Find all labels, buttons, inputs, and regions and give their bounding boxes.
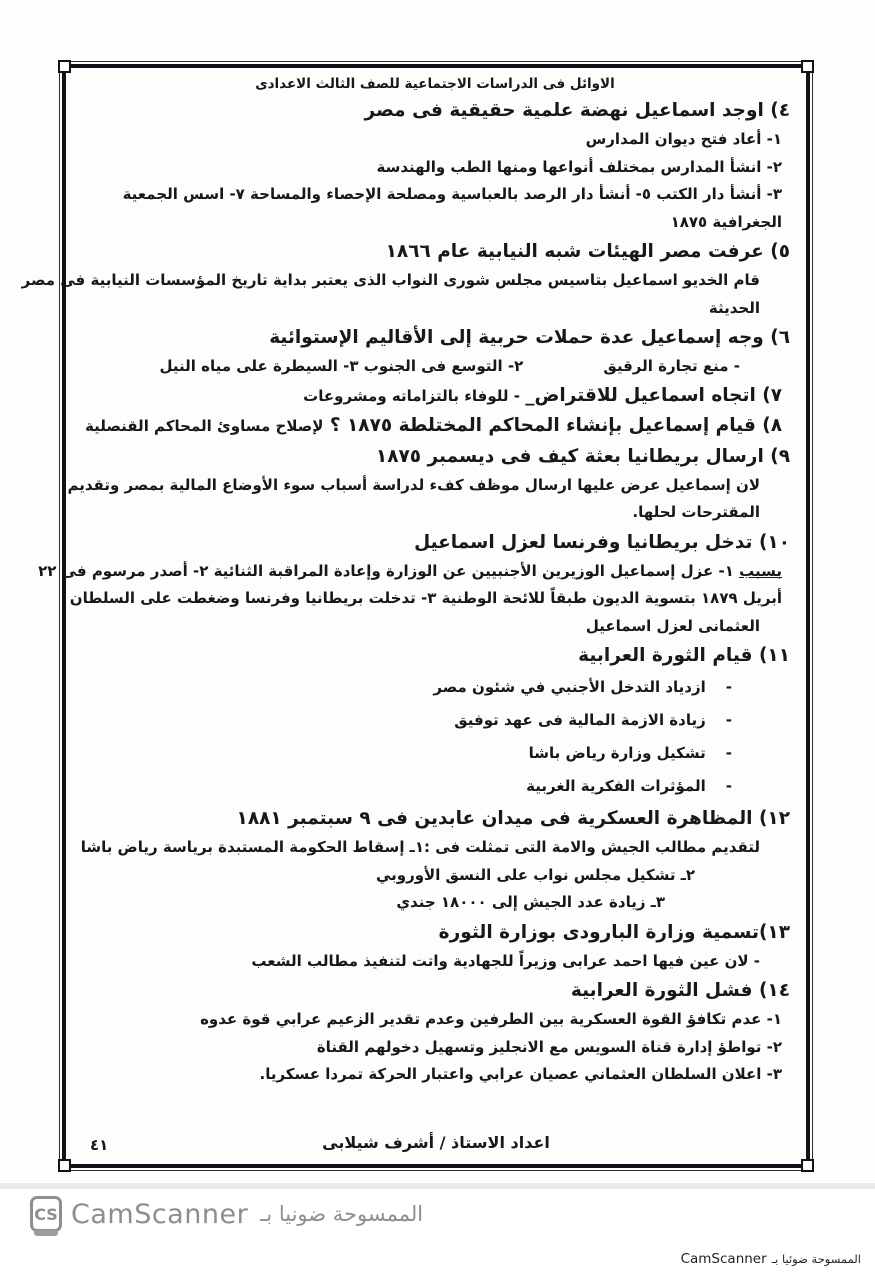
text-span: ٢- انشأ المدارس بمختلف أنواعها ومنها الطب والهندسة	[376, 157, 782, 176]
text-line	[80, 353, 790, 381]
text-span: ٣- أنشأ دار الكتب ٥- أنشأ دار الرصد بالعباسية ومصلحة الإحصاء والمساحة ٧- اسس الجمعية	[122, 185, 782, 203]
text-span: - منع تجارة الرقيق	[603, 357, 740, 375]
doc-header	[80, 73, 790, 95]
page-lines	[21, 73, 790, 1130]
footer-author: اعداد الاستاذ / أشرف شيلابى	[322, 1133, 550, 1152]
text-span: ٦) وجه إسماعيل عدة حملات حربية إلى الأقاليم الإستوائية	[269, 327, 790, 348]
section-6-title	[80, 322, 790, 353]
section-8-title	[80, 411, 790, 441]
text-span: زيادة الازمة المالية فى عهد توفيق	[454, 711, 706, 729]
section-13-title	[80, 917, 790, 948]
text-line	[80, 1006, 790, 1034]
text-span: ازدياد التدخل الأجنبي في شئون مصر	[433, 678, 706, 696]
text-span: -	[725, 678, 732, 696]
text-line	[80, 209, 790, 237]
text-line	[80, 154, 790, 182]
scan-edge-shadow	[0, 1183, 875, 1189]
frame-corner-ornament	[801, 60, 814, 73]
text-span: لإصلاح مساوئ المحاكم القنصلية	[85, 416, 324, 435]
text-span: قام الخديو اسماعيل بتاسيس مجلس شورى النواب الذى يعتبر بداية تاريخ المؤسسات النيابية فى مصر	[21, 271, 760, 289]
text-span: ٩) ارسال بريطانيا بعثة كيف فى ديسمبر ١٨٧٥	[375, 445, 790, 467]
text-line	[21, 267, 790, 295]
decorative-page-frame	[21, 64, 810, 1168]
text-line	[80, 704, 790, 737]
camscanner-logo-bar	[34, 1230, 58, 1236]
text-line	[80, 770, 790, 803]
text-span: ١١) قيام الثورة العرابية	[578, 645, 790, 666]
text-span: -	[725, 777, 732, 795]
text-span: -	[725, 711, 732, 729]
text-line	[80, 181, 790, 209]
text-span: المقترحات لحلها.	[632, 503, 760, 521]
text-span: ٢- تواطؤ إدارة قناة السويس مع الانجليز وتسهيل دخولهم القناة	[316, 1037, 782, 1056]
text-span: ٢- التوسع فى الجنوب ٣- السيطرة على مياه النيل	[159, 357, 524, 375]
text-span: ٣- اعلان السلطان العثماني عصيان عرابي واعتبار الحركة تمردا عسكريا.	[259, 1065, 782, 1083]
camscanner-small-arabic: الممسوحة ضوئيا بـ	[771, 1252, 861, 1266]
text-span: تشكيل وزارة رياض باشا	[528, 744, 706, 762]
text-line	[80, 948, 790, 976]
text-line	[80, 295, 790, 323]
section-5-title	[80, 236, 790, 267]
text-line	[80, 671, 790, 704]
text-span: لتقديم مطالب الجيش والامة التى تمثلت فى :١ـ إسقاط الحكومة المستبدة برياسة رياض باشا	[80, 838, 760, 856]
text-line	[69, 585, 790, 613]
text-line	[38, 558, 790, 586]
camscanner-arabic-text: الممسوحة ضونيا بـ	[260, 1202, 424, 1226]
text-line	[80, 889, 790, 917]
text-span: بسبب	[739, 561, 782, 580]
text-line	[67, 472, 790, 500]
camscanner-small-brand: CamScanner	[680, 1251, 767, 1267]
page-number: ٤١	[90, 1136, 109, 1154]
text-line	[80, 126, 790, 154]
text-span: - للوفاء بالتزاماته ومشروعات	[303, 386, 526, 405]
frame-corner-ornament	[801, 1159, 814, 1172]
section-14-title	[80, 975, 790, 1006]
text-span: ٤) اوجد اسماعيل نهضة علمية حقيقية فى مصر	[364, 100, 790, 121]
text-line	[80, 499, 790, 527]
section-9-title	[80, 441, 790, 472]
text-span: - لان عين فيها احمد عرابى وزيراً للجهادية واتت لتنفيذ مطالب الشعب	[251, 951, 760, 970]
section-12-title	[80, 803, 790, 834]
text-line	[80, 1034, 790, 1062]
text-span: لان إسماعيل عرض عليها ارسال موظف كفء لدراسة أسباب سوء الأوضاع المالية بمصر وتقديم	[67, 475, 760, 494]
text-line	[80, 862, 790, 890]
text-span: ٨) قيام إسماعيل بإنشاء المحاكم المختلطة ١٨٧٥ ؟	[323, 414, 782, 436]
text-span: ١٣)تسمية وزارة البارودى بوزارة الثورة	[438, 921, 790, 943]
section-11-title	[80, 640, 790, 671]
text-span: ٧) اتجاه اسماعيل للاقتراض_	[525, 384, 782, 406]
text-span: ٣ـ زيادة عدد الجيش إلى ١٨٠٠٠ جندي	[396, 893, 665, 911]
camscanner-watermark	[30, 1196, 423, 1232]
camscanner-logo-icon	[30, 1196, 62, 1232]
section-7-title	[80, 381, 790, 411]
text-line	[80, 613, 790, 641]
camscanner-small-watermark	[681, 1248, 861, 1267]
text-span: الحديثة	[708, 298, 760, 317]
text-span: المؤثرات الفكرية الغربية	[526, 777, 706, 795]
frame-corner-ornament	[58, 1159, 71, 1172]
text-span: -	[725, 744, 732, 762]
text-span: ١٢) المظاهرة العسكرية فى ميدان عابدين فى ٩ سبتمبر ١٨٨١	[236, 808, 790, 829]
text-span: ١- عدم تكافؤ القوة العسكرية بين الطرفين وعدم تقدير الزعيم عرابي قوة عدوه	[200, 1010, 782, 1028]
text-span: ١- عزل إسماعيل الوزيرين الأجنبيين عن الوزارة وإعادة المراقبة الثنائية ٢- أصدر مرسوم فى ٢٢	[38, 561, 740, 580]
text-span: ٥) عرفت مصر الهيئات شبه النيابية عام ١٨٦٦	[385, 241, 790, 262]
text-span: أبريل ١٨٧٩ بتسوية الديون طبقاً للائحة الوطنية ٣- تدخلت بريطانيا وفرنسا وضغطت على السلطان	[69, 589, 782, 607]
text-span: العثمانى لعزل اسماعيل	[585, 616, 760, 635]
camscanner-logo-text: CS	[34, 1204, 58, 1224]
text-span: ١٤) فشل الثورة العرابية	[570, 980, 790, 1001]
text-line	[80, 1061, 790, 1089]
text-span: ١- أعاد فتح ديوان المدارس	[585, 130, 782, 148]
text-span: ٢ـ تشكيل مجلس نواب على النسق الأوروبي	[375, 865, 695, 884]
text-line	[80, 737, 790, 770]
camscanner-brand-text: CamScanner	[71, 1198, 249, 1230]
text-line	[80, 834, 790, 862]
text-span: ١٠) تدخل بريطانيا وفرنسا لعزل اسماعيل	[414, 531, 790, 553]
frame-corner-ornament	[58, 60, 71, 73]
section-10-title	[80, 527, 790, 558]
section-4-title	[80, 95, 790, 126]
text-span: الجغرافية ١٨٧٥	[670, 212, 782, 231]
text-span: الاوائل فى الدراسات الاجتماعية للصف الثالث الاعدادى	[255, 76, 615, 92]
